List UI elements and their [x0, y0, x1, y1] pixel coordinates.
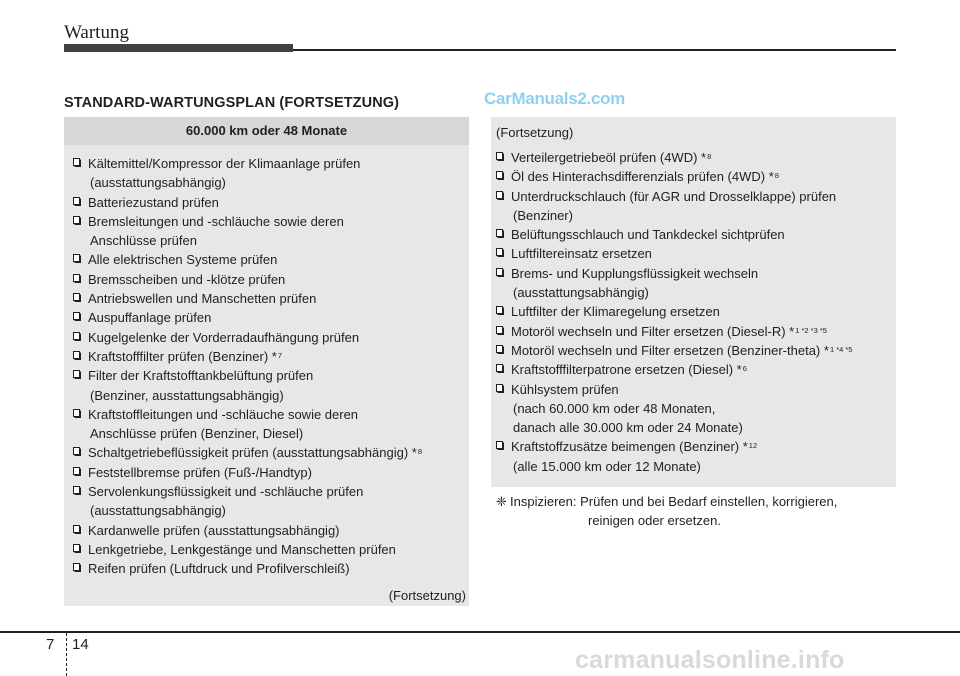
checklist-item-text: Unterdruckschlauch (für AGR und Drosselklappe) prüfen: [511, 188, 837, 204]
checklist-item-continuation: (nach 60.000 km oder 48 Monaten,: [513, 400, 716, 416]
footer-rule: [0, 631, 960, 633]
checklist-item-text: Brems- und Kupplungsflüssigkeit wechseln: [511, 265, 759, 281]
left-panel: [64, 117, 469, 606]
checkbox-icon: [73, 563, 81, 572]
checkbox-icon: [73, 447, 81, 456]
right-panel-intro: (Fortsetzung): [496, 125, 574, 140]
checklist-item-text: Luftfiltereinsatz ersetzen: [511, 246, 652, 262]
checkbox-icon: [496, 306, 504, 315]
checklist-item: [73, 405, 469, 444]
checklist-item: [73, 521, 469, 540]
watermark-bottom: carmanualsonline.info: [575, 646, 845, 674]
checklist-item-text: Kraftstofffilter prüfen (Benziner) *: [88, 348, 277, 364]
checkbox-icon: [496, 248, 504, 257]
checklist-item-continuation: danach alle 30.000 km oder 24 Monate): [513, 420, 743, 436]
footnote-line2: reinigen oder ersetzen.: [588, 513, 721, 529]
checklist-item-text: Öl des Hinterachsdifferenzials prüfen (4WD) *: [511, 169, 774, 185]
footnote: [496, 492, 896, 531]
checkbox-icon: [73, 332, 81, 341]
checklist-item-text: Feststellbremse prüfen (Fuß-/Handtyp): [88, 464, 312, 480]
checklist-item: [496, 244, 896, 263]
checkbox-icon: [73, 254, 81, 263]
section-heading: STANDARD-WARTUNGSPLAN (FORTSETZUNG): [64, 95, 400, 111]
checkbox-icon: [73, 312, 81, 321]
checkbox-icon: [496, 364, 504, 373]
footnote-reference: 1 *2 *3 *5: [795, 325, 827, 335]
checklist-item: [73, 154, 469, 193]
left-checklist: [64, 145, 469, 579]
checklist-item-continuation: (ausstattungsabhängig): [90, 503, 226, 519]
checklist-item-text: Kugelgelenke der Vorderradaufhängung prüfen: [88, 329, 360, 345]
checkbox-icon: [496, 191, 504, 200]
checklist-item: [73, 366, 469, 405]
left-panel-header: 60.000 km oder 48 Monate: [64, 117, 469, 145]
checkbox-icon: [73, 351, 81, 360]
checklist-item-text: Motoröl wechseln und Filter ersetzen (Diesel-R) *: [511, 323, 795, 339]
watermark-top: CarManuals2.com: [484, 89, 625, 108]
checkbox-icon: [496, 326, 504, 335]
checklist-item: [496, 380, 896, 438]
checklist-item: [73, 289, 469, 308]
checklist-item: [496, 437, 896, 476]
checkbox-icon: [73, 158, 81, 167]
footnote-reference: 1 *4 *5: [829, 344, 853, 354]
checklist-item: [496, 302, 896, 321]
checklist-item-text: Motoröl wechseln und Filter ersetzen (Benziner-theta) *: [511, 342, 829, 358]
checkbox-icon: [496, 152, 504, 161]
checklist-item-text: Kraftstofffilterpatrone ersetzen (Diesel) *: [511, 362, 742, 378]
footnote-reference: 8: [774, 171, 779, 181]
checklist-item: [73, 443, 469, 462]
checklist-item: [73, 308, 469, 327]
checklist-item-text: Kühlsystem prüfen: [511, 381, 619, 397]
checklist-item-text: Auspuffanlage prüfen: [88, 310, 212, 326]
checkbox-icon: [73, 216, 81, 225]
checkbox-icon: [73, 486, 81, 495]
chapter-title: Wartung: [64, 22, 129, 43]
checkbox-icon: [496, 171, 504, 180]
continuation-note: (Fortsetzung): [388, 588, 466, 603]
checklist-item: [496, 264, 896, 303]
checklist-item: [496, 187, 896, 226]
checklist-item-text: Antriebswellen und Manschetten prüfen: [88, 291, 317, 307]
checklist-item-text: Alle elektrischen Systeme prüfen: [88, 252, 278, 268]
footnote-reference: 12: [748, 441, 758, 451]
checklist-item: [496, 167, 896, 186]
right-panel: [491, 117, 896, 487]
checklist-item-text: Schaltgetriebeflüssigkeit prüfen (ausstattungsabhängig) *: [88, 445, 417, 461]
checklist-item-text: Bremsleitungen und -schläuche sowie deren: [88, 213, 344, 229]
checkbox-icon: [73, 370, 81, 379]
checklist-item: [73, 250, 469, 269]
checkbox-icon: [73, 409, 81, 418]
checkbox-icon: [496, 345, 504, 354]
checkbox-icon: [496, 384, 504, 393]
checklist-item: [496, 225, 896, 244]
checklist-item: [496, 360, 896, 379]
footnote-reference: 8: [707, 152, 712, 161]
checkbox-icon: [73, 544, 81, 553]
checkbox-icon: [496, 229, 504, 238]
checklist-item-text: Bremsscheiben und -klötze prüfen: [88, 271, 286, 287]
checkbox-icon: [73, 525, 81, 534]
checkbox-icon: [496, 441, 504, 450]
checklist-item-text: Belüftungsschlauch und Tankdeckel sichtprüfen: [511, 227, 785, 243]
checklist-item-text: Luftfilter der Klimaregelung ersetzen: [511, 304, 720, 320]
checklist-item-continuation: (Benziner): [513, 207, 573, 223]
checklist-item: [73, 540, 469, 559]
checklist-item-continuation: (alle 15.000 km oder 12 Monate): [513, 458, 701, 474]
footnote-mark: ❈: [496, 494, 507, 509]
checklist-item-continuation: (Benziner, ausstattungsabhängig): [90, 387, 284, 403]
checkbox-icon: [73, 197, 81, 206]
footnote-line1: Inspizieren: Prüfen und bei Bedarf einstellen, korrigieren,: [510, 494, 838, 509]
footnote-reference: 7: [277, 350, 283, 360]
header-rule-thick: [64, 44, 293, 52]
footer-divider: [66, 633, 68, 676]
checklist-item-text: Servolenkungsflüssigkeit und -schläuche prüfen: [88, 484, 364, 500]
checklist-item-continuation: (ausstattungsabhängig): [513, 285, 649, 301]
checklist-item-continuation: Anschlüsse prüfen (Benziner, Diesel): [90, 426, 304, 442]
checklist-item: [496, 322, 896, 341]
checklist-item: [73, 463, 469, 482]
footnote-reference: 8: [417, 447, 422, 457]
checklist-item: [496, 341, 896, 360]
page-chapter-number: 7: [46, 636, 55, 653]
checklist-item: [73, 328, 469, 347]
checkbox-icon: [73, 467, 81, 476]
checklist-item: [73, 559, 469, 578]
checklist-item-text: Verteilergetriebeöl prüfen (4WD) *: [511, 150, 707, 165]
checklist-item: [496, 148, 896, 167]
checkbox-icon: [73, 274, 81, 283]
checklist-item: [73, 482, 469, 521]
footnote-reference: 6: [742, 364, 747, 374]
checklist-item-text: Filter der Kraftstofftankbelüftung prüfen: [88, 368, 314, 384]
checklist-item: [73, 193, 469, 212]
checklist-item: [73, 347, 469, 366]
checkbox-icon: [73, 293, 81, 302]
checklist-item-text: Lenkgetriebe, Lenkgestänge und Manschetten prüfen: [88, 541, 396, 557]
checklist-item: [73, 212, 469, 251]
checklist-item-text: Kältemittel/Kompressor der Klimaanlage prüfen: [88, 156, 361, 171]
checklist-item-text: Kardanwelle prüfen (ausstattungsabhängig): [88, 522, 340, 538]
right-checklist: [491, 146, 896, 476]
checklist-item: [73, 270, 469, 289]
checkbox-icon: [496, 268, 504, 277]
checklist-item-text: Reifen prüfen (Luftdruck und Profilverschleiß): [88, 561, 350, 577]
checklist-item-text: Kraftstoffleitungen und -schläuche sowie deren: [88, 406, 359, 422]
checklist-item-continuation: (ausstattungsabhängig): [90, 175, 226, 191]
page-number: 14: [72, 636, 89, 653]
header-rule-thin: [293, 49, 896, 51]
checklist-item-continuation: Anschlüsse prüfen: [90, 233, 197, 249]
checklist-item-text: Kraftstoffzusätze beimengen (Benziner) *: [511, 439, 748, 455]
checklist-item-text: Batteriezustand prüfen: [88, 194, 219, 210]
